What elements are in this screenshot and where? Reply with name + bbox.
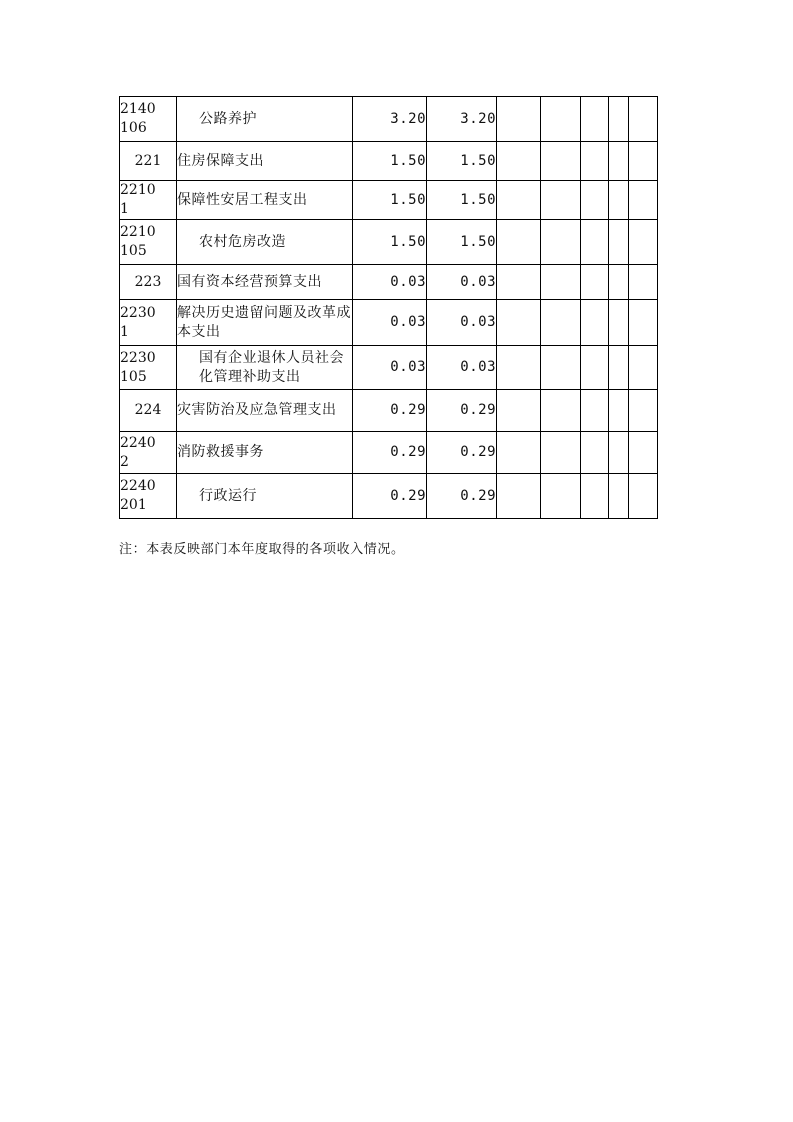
empty-amount-cell <box>609 346 629 390</box>
account-name-cell: 消防救援事务 <box>177 432 353 474</box>
empty-amount-cell <box>541 390 581 432</box>
fiscal-appropriation-cell: 0.03 <box>427 346 497 390</box>
fiscal-appropriation-cell: 3.20 <box>427 97 497 142</box>
empty-amount-cell <box>541 474 581 519</box>
account-code-cell: 221 <box>120 142 177 181</box>
table-note: 注：本表反映部门本年度取得的各项收入情况。 <box>119 542 405 557</box>
account-code-cell: 2230 1 <box>120 300 177 346</box>
empty-amount-cell <box>581 220 609 265</box>
account-code-cell: 2210 1 <box>120 181 177 220</box>
account-name-cell: 住房保障支出 <box>177 142 353 181</box>
empty-amount-cell <box>581 474 609 519</box>
empty-amount-cell <box>541 142 581 181</box>
table-row <box>120 142 658 181</box>
total-amount-cell: 0.29 <box>353 432 427 474</box>
budget-income-table <box>119 96 658 519</box>
total-amount-cell: 1.50 <box>353 142 427 181</box>
empty-amount-cell <box>497 346 541 390</box>
total-amount-cell: 0.03 <box>353 265 427 300</box>
account-code-cell: 224 <box>120 390 177 432</box>
empty-amount-cell <box>497 300 541 346</box>
fiscal-appropriation-cell: 0.03 <box>427 300 497 346</box>
total-amount-cell: 1.50 <box>353 220 427 265</box>
table-body <box>120 97 658 519</box>
account-code-cell: 2240 2 <box>120 432 177 474</box>
account-name-cell: 保障性安居工程支出 <box>177 181 353 220</box>
empty-amount-cell <box>541 265 581 300</box>
empty-amount-cell <box>541 346 581 390</box>
account-name-cell: 灾害防治及应急管理支出 <box>177 390 353 432</box>
empty-amount-cell <box>629 300 658 346</box>
table-row <box>120 390 658 432</box>
empty-amount-cell <box>581 300 609 346</box>
empty-amount-cell <box>629 142 658 181</box>
empty-amount-cell <box>581 265 609 300</box>
table-row <box>120 265 658 300</box>
table-row <box>120 220 658 265</box>
account-code-cell: 2140 106 <box>120 97 177 142</box>
empty-amount-cell <box>497 220 541 265</box>
total-amount-cell: 0.03 <box>353 346 427 390</box>
table-row <box>120 97 658 142</box>
empty-amount-cell <box>609 432 629 474</box>
empty-amount-cell <box>497 181 541 220</box>
total-amount-cell: 3.20 <box>353 97 427 142</box>
table-row <box>120 346 658 390</box>
table-row <box>120 181 658 220</box>
account-name-cell: 解决历史遗留问题及改革成本支出 <box>177 300 353 346</box>
table-row <box>120 474 658 519</box>
empty-amount-cell <box>629 474 658 519</box>
empty-amount-cell <box>497 142 541 181</box>
empty-amount-cell <box>541 97 581 142</box>
fiscal-appropriation-cell: 1.50 <box>427 142 497 181</box>
table-row <box>120 432 658 474</box>
empty-amount-cell <box>541 181 581 220</box>
empty-amount-cell <box>629 97 658 142</box>
account-name-cell: 农村危房改造 <box>177 220 353 265</box>
account-code-cell: 2240 201 <box>120 474 177 519</box>
empty-amount-cell <box>609 97 629 142</box>
empty-amount-cell <box>629 265 658 300</box>
empty-amount-cell <box>581 432 609 474</box>
table-row <box>120 300 658 346</box>
empty-amount-cell <box>581 142 609 181</box>
empty-amount-cell <box>609 390 629 432</box>
empty-amount-cell <box>497 390 541 432</box>
empty-amount-cell <box>629 390 658 432</box>
total-amount-cell: 0.29 <box>353 390 427 432</box>
empty-amount-cell <box>629 346 658 390</box>
empty-amount-cell <box>609 300 629 346</box>
empty-amount-cell <box>609 265 629 300</box>
empty-amount-cell <box>581 390 609 432</box>
total-amount-cell: 0.03 <box>353 300 427 346</box>
account-code-cell: 223 <box>120 265 177 300</box>
account-code-cell: 2210 105 <box>120 220 177 265</box>
empty-amount-cell <box>629 432 658 474</box>
account-code-cell: 2230 105 <box>120 346 177 390</box>
empty-amount-cell <box>497 97 541 142</box>
fiscal-appropriation-cell: 1.50 <box>427 220 497 265</box>
account-name-cell: 行政运行 <box>177 474 353 519</box>
fiscal-appropriation-cell: 0.29 <box>427 474 497 519</box>
fiscal-appropriation-cell: 0.29 <box>427 390 497 432</box>
empty-amount-cell <box>497 432 541 474</box>
empty-amount-cell <box>497 474 541 519</box>
empty-amount-cell <box>581 346 609 390</box>
empty-amount-cell <box>581 97 609 142</box>
account-name-cell: 公路养护 <box>177 97 353 142</box>
empty-amount-cell <box>609 220 629 265</box>
empty-amount-cell <box>609 474 629 519</box>
fiscal-appropriation-cell: 0.03 <box>427 265 497 300</box>
empty-amount-cell <box>541 220 581 265</box>
account-name-cell: 国有企业退休人员社会化管理补助支出 <box>177 346 353 390</box>
fiscal-appropriation-cell: 0.29 <box>427 432 497 474</box>
fiscal-appropriation-cell: 1.50 <box>427 181 497 220</box>
empty-amount-cell <box>497 265 541 300</box>
total-amount-cell: 0.29 <box>353 474 427 519</box>
empty-amount-cell <box>609 142 629 181</box>
account-name-cell: 国有资本经营预算支出 <box>177 265 353 300</box>
empty-amount-cell <box>629 181 658 220</box>
empty-amount-cell <box>541 300 581 346</box>
empty-amount-cell <box>609 181 629 220</box>
empty-amount-cell <box>541 432 581 474</box>
empty-amount-cell <box>581 181 609 220</box>
empty-amount-cell <box>629 220 658 265</box>
total-amount-cell: 1.50 <box>353 181 427 220</box>
